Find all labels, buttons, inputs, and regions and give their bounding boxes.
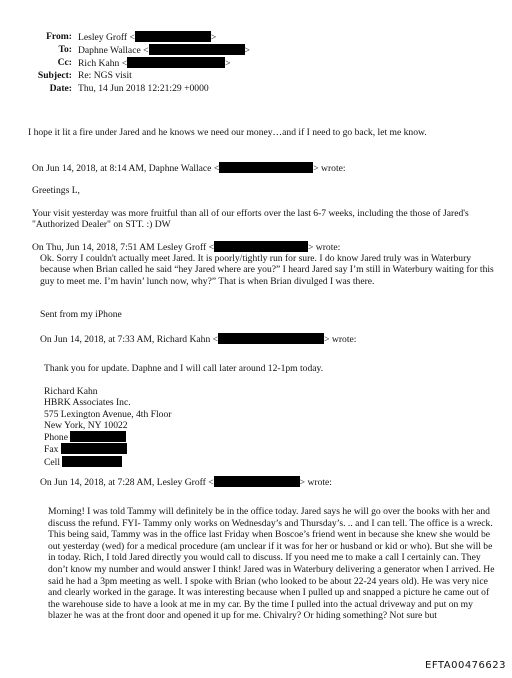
date-label: Date: (49, 83, 72, 94)
from-name: Lesley Groff < (78, 32, 135, 43)
attribution-text: On Jun 14, 2018, at 7:33 AM, Richard Kahn < (40, 334, 219, 345)
quote3-body: Thank you for update. Daphne and I will call later around 12-1pm today. (44, 363, 324, 374)
redacted-cell (62, 456, 122, 467)
quote4-body: Morning! I was told Tammy will definitely be in the office today. Jared says he will go over the books with her and discuss the refund. FYI- Tammy only works on Wednesday’s and Thursday’s. .. and I can tell. The office is a wreck. This being said, Tammy was in the office last Friday when Boscoe’s friend went in because she knew she would be out yesterday (wed) for a medical procedure (am unclear if it was for her or husband or kid or who). But she will be in today. Rich, I told Jared directly you would call to discuss. If you need me to make a call I certainly can. They don’t know my number and would answer I think! Jared was in Waterbury delivering a generator when I arrived. He said he had a 3pm meeting as well. I spoke with Brian (who looked to be about 22-24 years old). He was very nice and clearly worked in the garage. It was interesting because when I pulled up and snapped a picture he came out of the warehouse side to have a look at me in my car. By the time I pulled into the actual driveway and put on my blazer he was at the front door and opened it up for me. Chivalry? Or hiding something? Not sure but (48, 506, 495, 622)
to-name: Daphne Wallace < (78, 45, 149, 56)
sig-cell-row (44, 456, 344, 468)
to-close: > (244, 45, 250, 56)
redacted-fax (61, 443, 127, 454)
attribution-text: > wrote: (308, 242, 341, 253)
quote2-signature: Sent from my iPhone (40, 309, 122, 320)
from-close: > (210, 32, 217, 43)
cc-label: Cc: (57, 57, 72, 68)
to-value (78, 44, 250, 56)
quote1-body: Your visit yesterday was more fruitful than all of our efforts over the last 6-7 weeks, including the those of Jared's "Authorized Dealer" on STT. :) DW (32, 208, 469, 231)
redacted-email (218, 333, 324, 344)
sig-company: HBRK Associates Inc. (44, 397, 131, 409)
document-id: EFTA00476623 (425, 660, 506, 671)
redacted-email (149, 44, 245, 55)
quote2-attribution (32, 241, 340, 253)
attribution-text: > wrote: (324, 334, 357, 345)
quote1-greeting: Greetings L, (32, 185, 80, 196)
from-label: From: (46, 31, 72, 42)
redacted-email (214, 241, 308, 252)
subject-label: Subject: (37, 70, 72, 81)
sig-phone-label: Phone (44, 432, 68, 444)
attribution-text: On Jun 14, 2018, at 8:14 AM, Daphne Wallace < (32, 163, 220, 174)
quote2-body: Ok. Sorry I couldn't actually meet Jared. It is poorly/tightly run for sure. I do know Jared truly was in Waterbury because when Brian called he said “hey Jared where are you?” I heard Jared say I’m still in Waterbury waiting for this guy to meet me. I’m havin’ lunch now, why?” That is when Brian divulged I was there. (40, 253, 494, 287)
quote3-signature-block (44, 386, 344, 468)
attribution-text: On Jun 14, 2018, at 7:28 AM, Lesley Groff < (40, 477, 214, 488)
sig-fax-row (44, 443, 344, 455)
attribution-text: > wrote: (313, 163, 346, 174)
quote4-attribution (40, 476, 332, 488)
sig-address1: 575 Lexington Avenue, 4th Floor (44, 408, 172, 420)
date-value: Thu, 14 Jun 2018 12:21:29 +0000 (78, 83, 209, 94)
attribution-text: > wrote: (299, 477, 332, 488)
redacted-email (214, 476, 300, 487)
sig-phone-row (44, 431, 344, 443)
quote1-attribution (32, 162, 346, 174)
subject-value: Re: NGS visit (78, 70, 132, 81)
redacted-email (135, 31, 211, 42)
quote3-attribution (40, 333, 356, 345)
sig-name: Richard Kahn (44, 386, 98, 397)
sig-fax-label: Fax (44, 444, 59, 456)
cc-close: > (225, 58, 231, 69)
to-label: To: (58, 44, 72, 55)
cc-name: Rich Kahn < (78, 58, 128, 69)
intro-text: I hope it lit a fire under Jared and he knows we need our money…and if I need to go back, let me know. (28, 127, 427, 138)
redacted-phone (70, 431, 126, 442)
attribution-text: On Thu, Jun 14, 2018, 7:51 AM Lesley Groff < (32, 242, 214, 253)
from-value (78, 31, 216, 43)
cc-value (78, 57, 231, 69)
redacted-email (219, 162, 313, 173)
sig-cell-label: Cell (44, 456, 60, 468)
sig-address2: New York, NY 10022 (44, 419, 128, 431)
redacted-email (127, 57, 225, 68)
